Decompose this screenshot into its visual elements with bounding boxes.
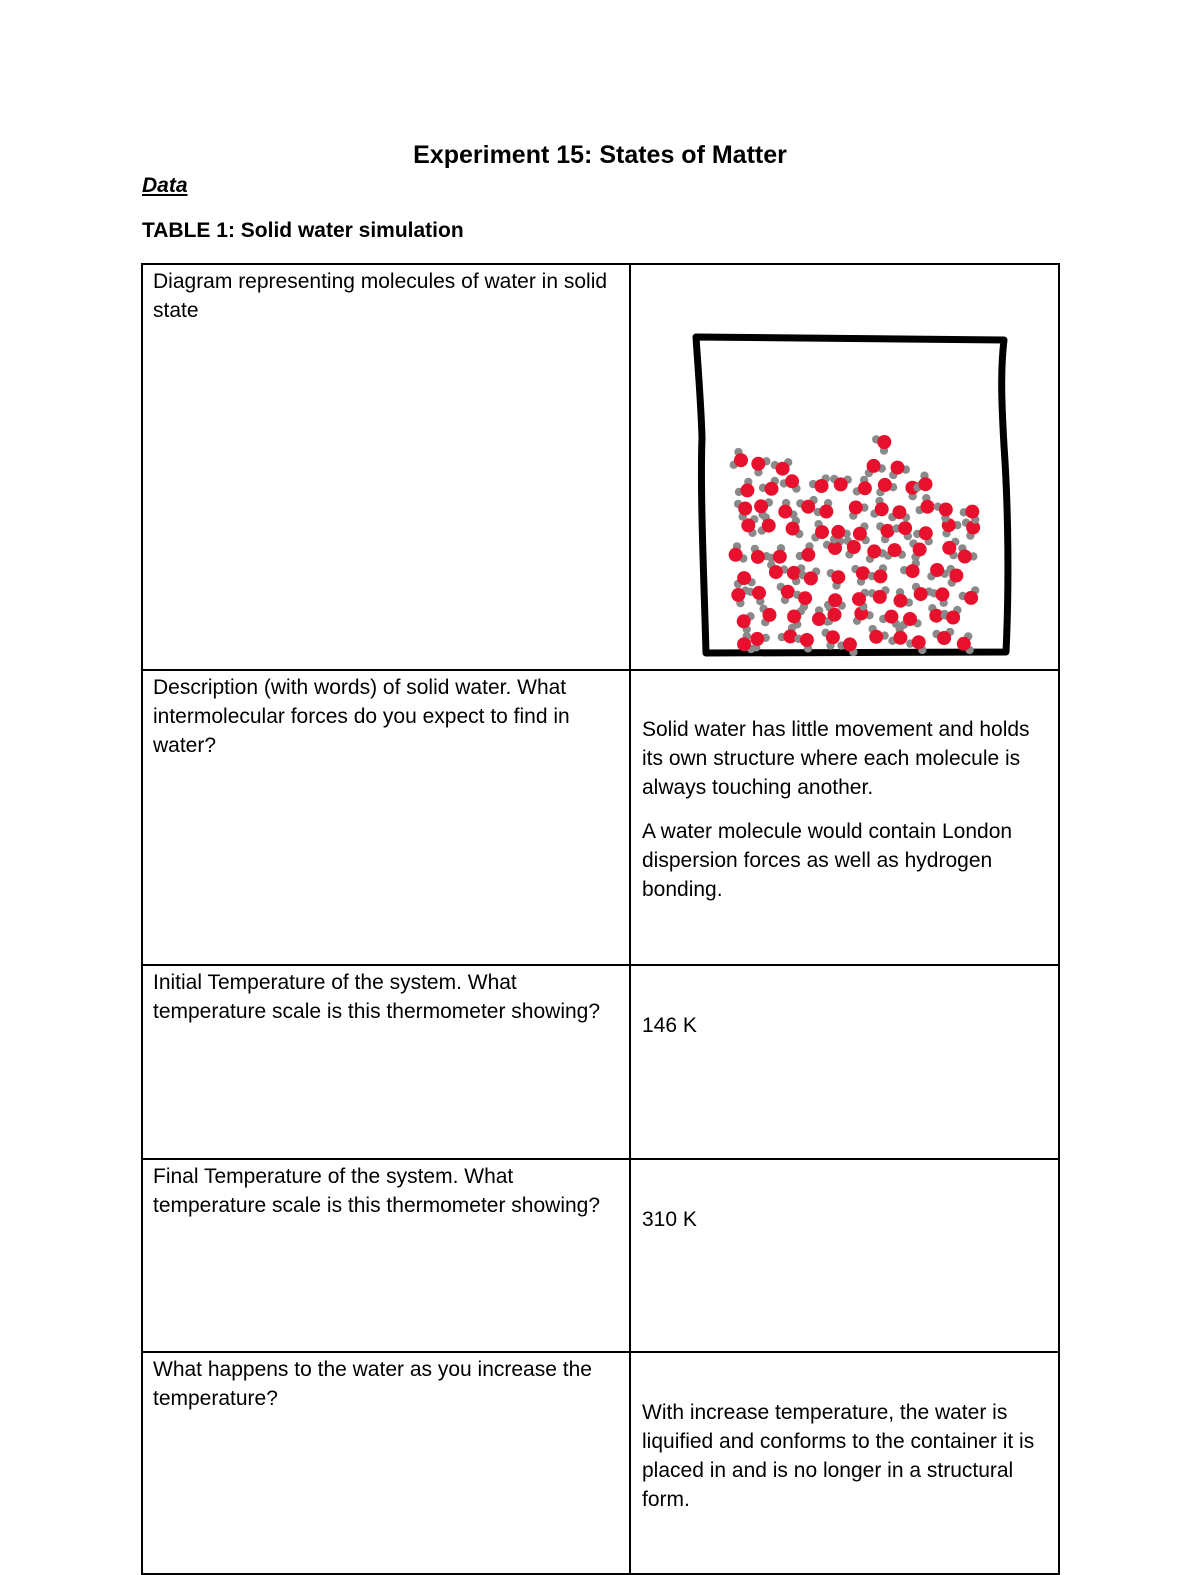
water-molecule	[900, 612, 922, 629]
oxygen-atom	[750, 632, 764, 646]
oxygen-atom	[856, 566, 870, 580]
oxygen-atom	[843, 637, 857, 651]
water-molecule	[796, 542, 816, 562]
water-molecule	[731, 586, 750, 607]
oxygen-atom	[834, 477, 848, 491]
document-title: Experiment 15: States of Matter	[413, 141, 787, 169]
oxygen-atom	[737, 571, 751, 585]
water-molecule	[912, 583, 933, 601]
water-molecule	[729, 542, 748, 563]
oxygen-atom	[763, 608, 777, 622]
water-molecule	[913, 472, 932, 492]
answer-cell	[630, 670, 1059, 965]
oxygen-atom	[819, 505, 833, 519]
water-molecule	[865, 459, 886, 477]
oxygen-atom	[858, 481, 872, 495]
water-molecule	[876, 478, 897, 497]
water-molecule	[853, 476, 872, 496]
water-molecule	[777, 583, 795, 604]
oxygen-atom	[786, 522, 800, 536]
oxygen-atom	[847, 540, 861, 554]
oxygen-atom	[828, 593, 842, 607]
oxygen-atom	[798, 591, 812, 605]
water-molecule	[730, 448, 748, 469]
question-cell: Initial Temperature of the system. What temperature scale is this thermometer showing?	[142, 965, 630, 1159]
answer-paragraph: A water molecule would contain London dispersion forces as well as hydrogen bonding.	[642, 820, 1013, 901]
water-molecule	[892, 521, 912, 540]
oxygen-atom	[801, 548, 815, 562]
table-row	[142, 670, 1059, 965]
oxygen-atom	[781, 585, 795, 599]
oxygen-atom	[773, 550, 787, 564]
water-molecule	[900, 559, 920, 578]
table-row	[142, 1159, 1059, 1352]
water-molecule	[869, 625, 889, 644]
oxygen-atom	[930, 563, 944, 577]
oxygen-atom	[894, 594, 908, 608]
oxygen-atom	[785, 474, 799, 488]
answer-cell	[630, 1352, 1059, 1574]
water-molecule	[849, 501, 869, 520]
oxygen-atom	[787, 610, 801, 624]
oxygen-atom	[738, 502, 752, 516]
oxygen-atom	[751, 457, 765, 471]
oxygen-atom	[801, 500, 815, 514]
oxygen-atom	[877, 435, 891, 449]
oxygen-atom	[731, 588, 745, 602]
water-molecule	[771, 458, 793, 476]
water-molecule	[888, 505, 910, 521]
oxygen-atom	[881, 524, 895, 538]
oxygen-atom	[815, 479, 829, 493]
water-molecule	[941, 606, 962, 625]
oxygen-atom	[751, 550, 765, 564]
water-molecule	[759, 477, 779, 496]
oxygen-atom	[873, 590, 887, 604]
oxygen-atom	[898, 521, 912, 535]
water-molecule	[827, 569, 846, 590]
table-row	[142, 1352, 1059, 1574]
oxygen-atom	[815, 525, 829, 539]
oxygen-atom	[729, 548, 743, 562]
oxygen-atom	[892, 505, 906, 519]
oxygen-atom	[804, 571, 818, 585]
oxygen-atom	[914, 587, 928, 601]
oxygen-atom	[737, 614, 751, 628]
data-table	[141, 263, 1060, 1575]
oxygen-atom	[734, 453, 748, 467]
water-molecule	[830, 475, 852, 492]
water-molecule	[780, 474, 801, 493]
oxygen-atom	[958, 550, 972, 564]
question-cell: Description (with words) of solid water. What intermolecular forces do you expect to find in water?	[142, 670, 630, 965]
oxygen-atom	[965, 505, 979, 519]
table-row	[142, 264, 1059, 670]
oxygen-atom	[912, 635, 926, 649]
oxygen-atom	[812, 612, 826, 626]
water-molecule	[868, 564, 888, 583]
water-molecule	[894, 588, 914, 608]
water-molecule	[889, 461, 910, 480]
section-heading: Data	[142, 174, 188, 197]
water-molecule	[870, 497, 888, 518]
water-molecule	[767, 561, 788, 579]
oxygen-atom	[776, 462, 790, 476]
oxygen-atom	[906, 564, 920, 578]
question-cell: Final Temperature of the system. What temperature scale is this thermometer showing?	[142, 1159, 630, 1352]
oxygen-atom	[740, 483, 754, 497]
oxygen-atom	[831, 525, 845, 539]
oxygen-atom	[949, 569, 963, 583]
water-molecule	[868, 586, 890, 604]
answer-cell	[630, 1159, 1059, 1352]
question-cell: Diagram representing molecules of water in solid state	[142, 264, 630, 670]
answer-paragraph: With increase temperature, the water is liquified and conforms to the container it is placed in and is no longer in a structural form.	[642, 1401, 1035, 1511]
oxygen-atom	[939, 503, 953, 517]
water-molecule	[932, 628, 954, 645]
table-row	[142, 965, 1059, 1159]
oxygen-atom	[913, 543, 927, 557]
oxygen-atom	[762, 519, 776, 533]
answer-paragraph: Solid water has little movement and holds its own structure where each molecule is always touching another.	[642, 718, 1030, 799]
water-molecule	[872, 435, 891, 455]
oxygen-atom	[769, 565, 783, 579]
water-molecule	[811, 520, 829, 542]
water-molecule	[778, 499, 797, 519]
water-molecule	[754, 498, 773, 519]
molecule-group	[729, 435, 981, 656]
oxygen-atom	[946, 611, 960, 625]
oxygen-atom	[878, 478, 892, 492]
oxygen-atom	[800, 633, 814, 647]
water-molecule	[851, 565, 870, 586]
oxygen-atom	[849, 501, 863, 515]
water-molecule	[750, 632, 770, 652]
oxygen-atom	[875, 502, 889, 516]
water-molecule	[884, 543, 906, 560]
water-molecule	[735, 478, 755, 498]
water-molecule	[876, 522, 894, 543]
water-molecule	[852, 589, 869, 611]
water-molecule	[767, 544, 787, 564]
water-molecule	[958, 544, 978, 563]
oxygen-atom	[867, 544, 881, 558]
diagram-cell	[630, 264, 1059, 670]
answer-paragraph: 310 K	[642, 1208, 697, 1231]
water-molecule	[947, 565, 964, 587]
water-molecule	[734, 500, 752, 521]
oxygen-atom	[891, 461, 905, 475]
water-molecule	[751, 545, 771, 564]
oxygen-atom	[957, 637, 971, 651]
oxygen-atom	[852, 592, 866, 606]
water-molecule	[822, 629, 840, 650]
table-caption: TABLE 1: Solid water simulation	[142, 219, 464, 242]
oxygen-atom	[964, 591, 978, 605]
oxygen-atom	[869, 630, 883, 644]
water-molecule	[759, 605, 776, 627]
oxygen-atom	[853, 527, 867, 541]
oxygen-atom	[942, 541, 956, 555]
oxygen-atom	[937, 631, 951, 645]
answer-cell	[630, 965, 1059, 1159]
oxygen-atom	[765, 482, 779, 496]
water-molecule	[866, 544, 887, 563]
water-molecule	[809, 474, 830, 493]
oxygen-atom	[873, 569, 887, 583]
water-molecule	[879, 610, 900, 628]
water-molecule	[824, 593, 846, 610]
water-molecule	[746, 586, 766, 606]
oxygen-atom	[888, 543, 902, 557]
question-cell: What happens to the water as you increase the temperature?	[142, 1352, 630, 1574]
oxygen-atom	[754, 499, 768, 513]
oxygen-atom	[893, 631, 907, 645]
oxygen-atom	[828, 608, 842, 622]
water-molecule	[942, 538, 959, 560]
oxygen-atom	[921, 500, 935, 514]
oxygen-atom	[884, 610, 898, 624]
water-molecule	[786, 517, 804, 539]
water-molecule	[927, 563, 949, 581]
oxygen-atom	[737, 637, 751, 651]
water-molecule	[959, 586, 980, 605]
oxygen-atom	[778, 505, 792, 519]
oxygen-atom	[903, 612, 917, 626]
oxygen-atom	[919, 526, 933, 540]
oxygen-atom	[919, 477, 933, 491]
oxygen-atom	[787, 566, 801, 580]
oxygen-atom	[752, 586, 766, 600]
answer-paragraph: 146 K	[642, 1014, 697, 1037]
water-molecule	[734, 571, 756, 588]
water-molecules-icon	[686, 328, 1016, 663]
oxygen-atom	[867, 459, 881, 473]
water-molecule	[793, 591, 812, 611]
water-molecule	[916, 494, 935, 514]
oxygen-atom	[935, 587, 949, 601]
water-molecule	[909, 539, 926, 561]
water-molecule	[751, 457, 770, 477]
oxygen-atom	[826, 630, 840, 644]
water-molecule	[737, 612, 755, 633]
oxygen-atom	[831, 570, 845, 584]
